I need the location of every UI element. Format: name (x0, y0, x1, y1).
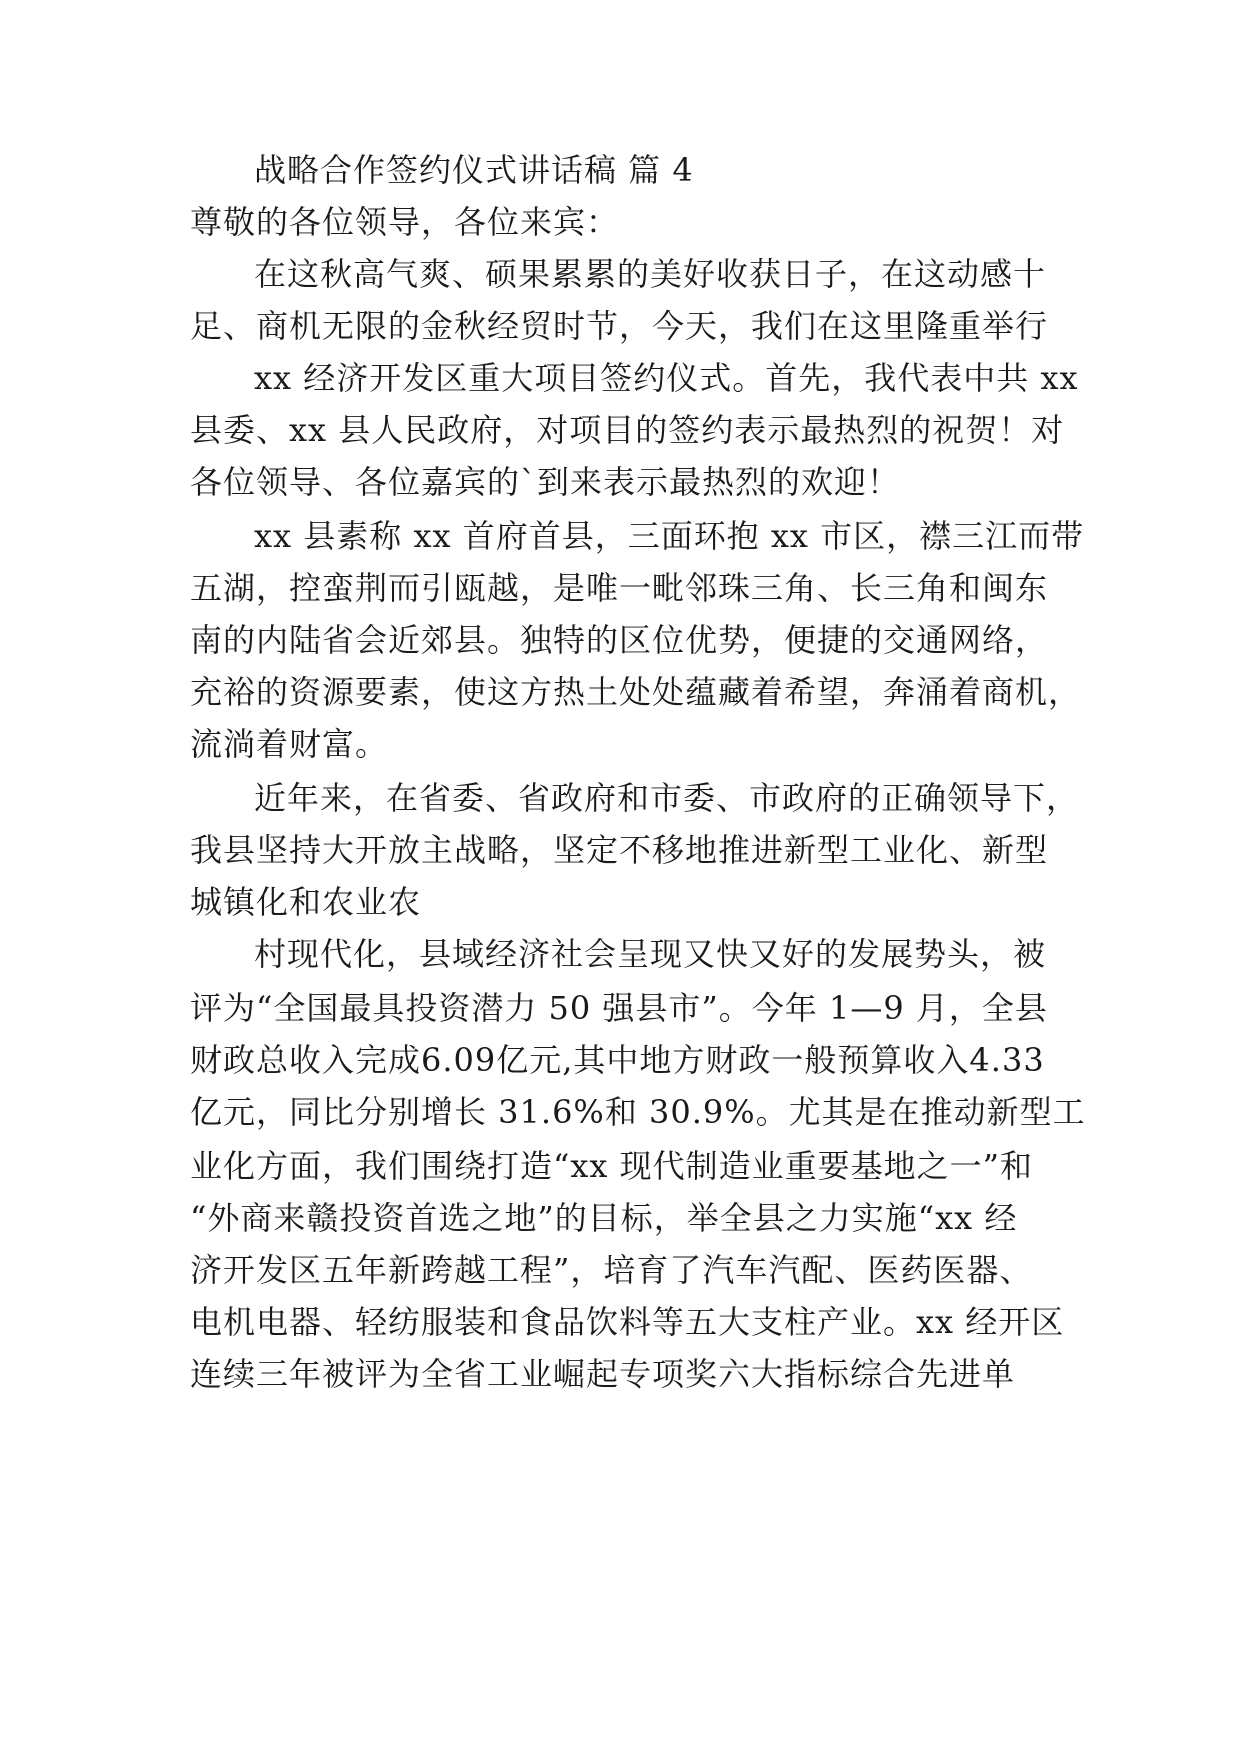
text-line: 业化方面，我们围绕打造“xx 现代制造业重要基地之一”和 (190, 1147, 1033, 1185)
text-line: 近年来，在省委、省政府和市委、市政府的正确领导下， (254, 779, 1080, 817)
text-line: 各位领导、各位嘉宾的`到来表示最热烈的欢迎！ (190, 463, 901, 501)
text-line: 流淌着财富。 (190, 725, 389, 763)
text-line: 连续三年被评为全省工业崛起专项奖六大指标综合先进单 (190, 1355, 1016, 1393)
text-line: 在这秋高气爽、硕果累累的美好收获日子，在这动感十 (254, 255, 1047, 293)
salutation: 尊敬的各位领导，各位来宾： (190, 203, 620, 241)
text-line: 电机电器、轻纺服装和食品饮料等五大支柱产业。xx 经开区 (190, 1303, 1065, 1341)
text-line: 南的内陆省会近郊县。独特的区位优势，便捷的交通网络， (190, 621, 1049, 659)
text-line: 济开发区五年新跨越工程”，培育了汽车汽配、医药医器、 (190, 1251, 1033, 1289)
text-line: 足、商机无限的金秋经贸时节，今天，我们在这里隆重举行 (190, 307, 1049, 345)
text-line: 五湖，控蛮荆而引瓯越，是唯一毗邻珠三角、长三角和闽东 (190, 569, 1049, 607)
document-title: 战略合作签约仪式讲话稿 篇 4 (254, 151, 694, 189)
text-line: xx 县素称 xx 首府首县，三面环抱 xx 市区，襟三江而带 (254, 517, 1085, 555)
text-line: 县委、xx 县人民政府，对项目的签约表示最热烈的祝贺！对 (190, 411, 1065, 449)
text-line: “外商来赣投资首选之地”的目标，举全县之力实施“xx 经 (190, 1199, 1018, 1237)
text-line: 亿元，同比分别增长 31.6%和 30.9%。尤其是在推动新型工 (190, 1093, 1086, 1131)
text-line: 城镇化和农业农 (190, 883, 422, 921)
text-line: 财政总收入完成6.09亿元,其中地方财政一般预算收入4.33 (190, 1041, 1045, 1079)
text-line: 充裕的资源要素，使这方热土处处蕴藏着希望，奔涌着商机， (190, 673, 1082, 711)
text-line: 评为“全国最具投资潜力 50 强县市”。今年 1—9 月，全县 (190, 989, 1048, 1027)
text-line: xx 经济开发区重大项目签约仪式。首先，我代表中共 xx (254, 359, 1079, 397)
text-line: 我县坚持大开放主战略，坚定不移地推进新型工业化、新型 (190, 831, 1049, 869)
text-line: 村现代化，县域经济社会呈现又快又好的发展势头，被 (254, 935, 1047, 973)
